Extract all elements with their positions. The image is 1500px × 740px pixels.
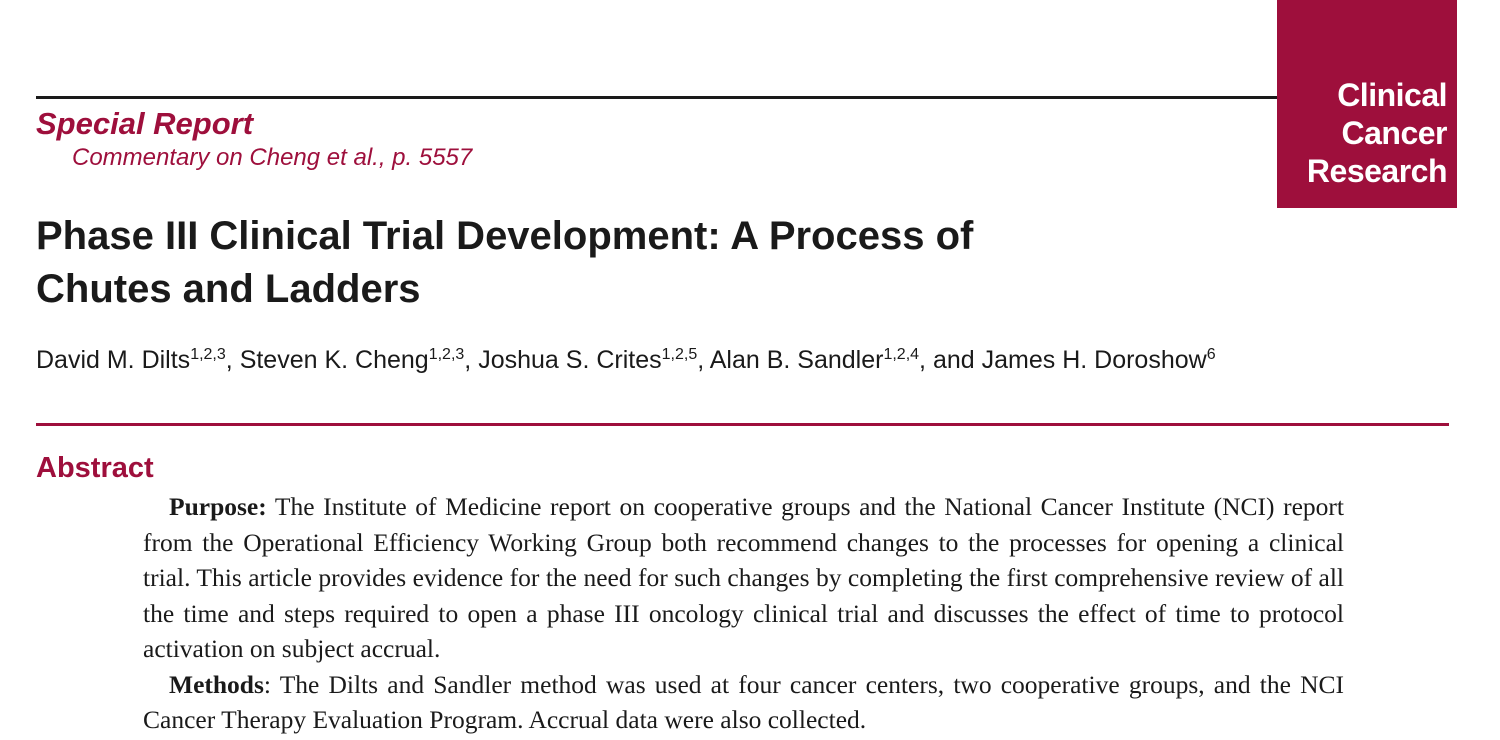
- article-title: [36, 210, 1136, 316]
- author-list: [36, 346, 1216, 375]
- author-affiliation: 1,2,5: [661, 346, 698, 363]
- abstract-purpose-paragraph: [143, 489, 1344, 667]
- author-separator: , and: [919, 346, 982, 374]
- purpose-label: Purpose:: [169, 492, 267, 521]
- author-name: Alan B. Sandler: [709, 346, 884, 374]
- author-name: Steven K. Cheng: [239, 346, 429, 374]
- methods-text: : The Dilts and Sandler method was used at four cancer centers, two cooperative groups, and the NCI Cancer Therapy Evaluation Program. Accrual data were also collected.: [143, 669, 1344, 734]
- journal-logo-text: [1307, 76, 1447, 190]
- section-label: Special Report: [36, 106, 254, 141]
- abstract-body: [143, 489, 1344, 738]
- journal-logo-line: Research: [1306, 153, 1447, 189]
- author-name: James H. Doroshow: [981, 346, 1207, 374]
- section-divider: [36, 423, 1449, 426]
- journal-logo-line: Clinical: [1337, 77, 1447, 113]
- article-title-line: Chutes and Ladders: [36, 267, 421, 311]
- methods-label: Methods: [169, 669, 264, 699]
- article-title-line: Phase III Clinical Trial Development: A Process of: [36, 214, 974, 258]
- abstract-heading: Abstract: [36, 452, 154, 484]
- abstract-methods-paragraph: [143, 667, 1344, 738]
- commentary-reference: Commentary on Cheng et al., p. 5557: [72, 144, 473, 171]
- author-separator: ,: [697, 346, 710, 374]
- author-separator: ,: [464, 346, 479, 374]
- author-name: David M. Dilts: [36, 346, 191, 374]
- purpose-text: The Institute of Medicine report on cooperative groups and the National Cancer Institute (NCI) report from the Operational Efficiency Working Group both recommend changes to the processes for opening a clinical trial. This article provides evidence for the need for such changes by completing the first comprehensive review of all the time and steps required to open a phase III oncology clinical trial and discusses the effect of time to protocol activation on subject accrual.: [143, 492, 1344, 663]
- author-affiliation: 1,2,3: [428, 346, 465, 363]
- author-affiliation: 6: [1206, 346, 1216, 363]
- header-rule: [36, 96, 1278, 99]
- author-name: Joshua S. Crites: [478, 346, 662, 374]
- author-affiliation: 1,2,3: [190, 346, 226, 363]
- journal-logo: [1277, 0, 1457, 208]
- author-affiliation: 1,2,4: [883, 346, 920, 363]
- journal-logo-line: Cancer: [1341, 115, 1447, 151]
- author-separator: ,: [225, 346, 240, 374]
